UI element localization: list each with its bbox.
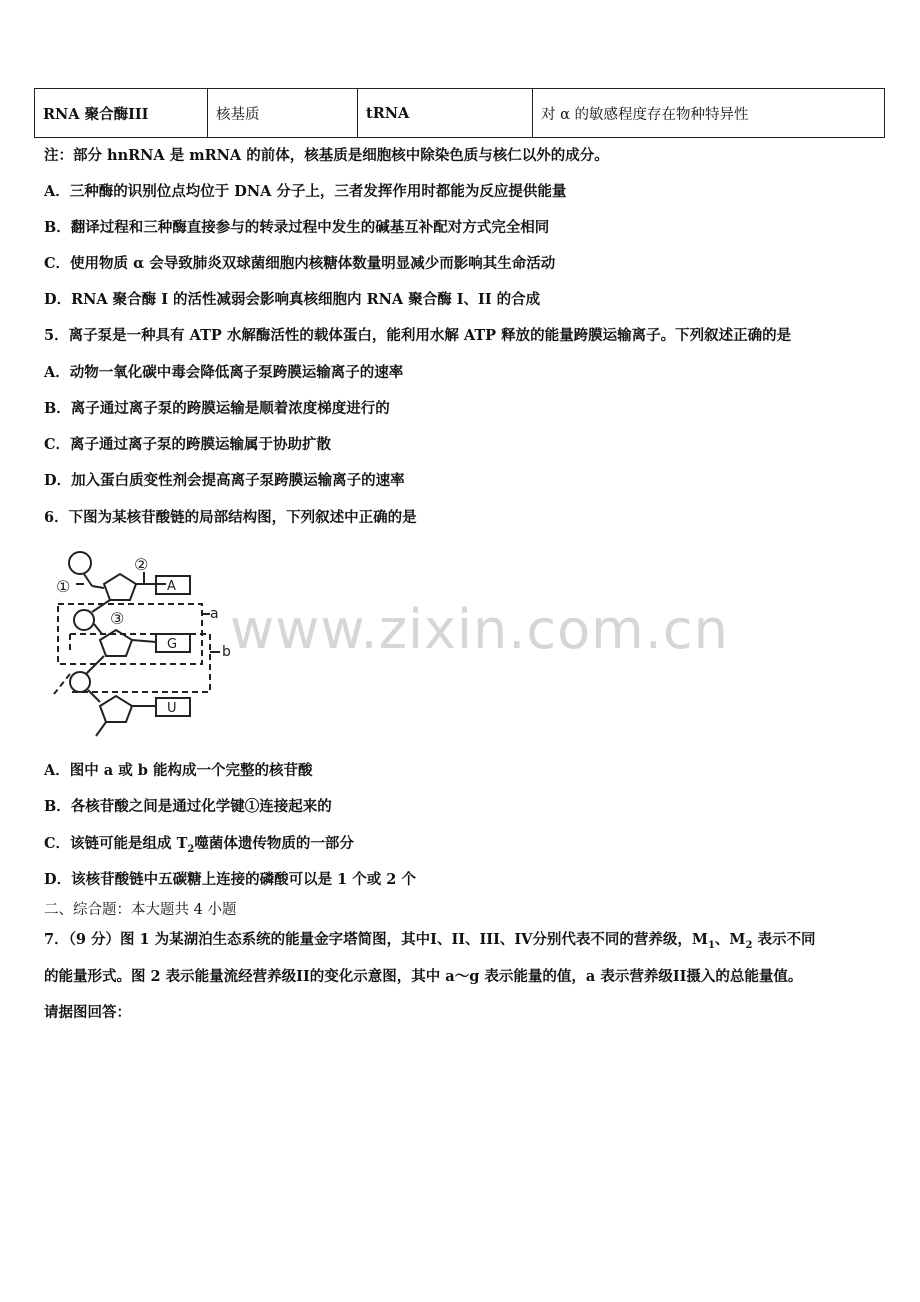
q6-option-b-pre: B．各核苷酸之间是通过化学键 — [44, 798, 245, 815]
q5-option-c: C．离子通过离子泵的跨膜运输属于协助扩散 — [44, 436, 332, 453]
q4-option-a: A．三种酶的识别位点均位于 DNA 分子上，三者发挥作用时都能为反应提供能量 — [44, 183, 567, 200]
q6-option-b-post: 连接起来的 — [259, 798, 332, 815]
base-label-g: G — [167, 637, 178, 652]
label-b: b — [222, 644, 231, 660]
q6-stem: 6．下图为某核苷酸链的局部结构图，下列叙述中正确的是 — [44, 509, 417, 526]
q4-option-c: C．使用物质 α 会导致肺炎双球菌细胞内核糖体数量明显减少而影响其生命活动 — [44, 255, 556, 272]
table-cell: 对 α 的敏感程度存在物种特异性 — [533, 89, 885, 138]
q6-option-b-mark: ① — [244, 798, 260, 815]
q6-option-a: A．图中 a 或 b 能构成一个完整的核苷酸 — [44, 762, 313, 779]
q4-option-d: D．RNA 聚合酶 I 的活性减弱会影响真核细胞内 RNA 聚合酶 I、II 的合成 — [44, 291, 541, 308]
watermark: www.zixin.com.cn — [230, 598, 729, 661]
phosphate-circle — [74, 610, 94, 630]
table-row — [35, 89, 885, 138]
section-heading: 二、综合题：本大题共 4 小题 — [44, 902, 237, 918]
q6-option-c — [44, 834, 354, 860]
q6-option-b — [44, 797, 332, 817]
label-circle-1: ① — [56, 577, 71, 596]
q6-option-c-post: 噬菌体遗传物质的一部分 — [194, 835, 354, 852]
q7-line-1-a: 7．（9 分）图 1 为某湖泊生态系统的能量金字塔简图，其中I、II、III、IV分别代表不同的营养级，M — [44, 931, 708, 948]
q5-stem: 5．离子泵是一种具有 ATP 水解酶活性的载体蛋白，能利用水解 ATP 释放的能量跨膜运输离子。下列叙述正确的是 — [44, 327, 792, 344]
table-note: 注：部分 hnRNA 是 mRNA 的前体，核基质是细胞核中除染色质与核仁以外的成分。 — [44, 147, 609, 164]
bond-line — [92, 586, 104, 588]
dashed-box-b-edge — [54, 674, 70, 694]
q6-option-c-sub: 2 — [187, 843, 195, 855]
phosphate-circle — [69, 552, 91, 574]
label-circle-3: ③ — [110, 609, 125, 628]
table-cell: 核基质 — [208, 89, 358, 138]
bond-line — [84, 574, 92, 586]
q6-option-c-pre: C．该链可能是组成 T — [44, 835, 188, 852]
pentose-sugar — [104, 574, 136, 600]
table-cell: RNA 聚合酶III — [35, 89, 208, 138]
phosphate-circle — [70, 672, 90, 692]
table-cell: tRNA — [358, 89, 533, 138]
glycosidic-bond — [132, 640, 156, 642]
enzyme-table — [34, 88, 885, 138]
q7-line-1-sub1: 1 — [707, 939, 715, 951]
q7-line-1 — [44, 930, 816, 956]
base-label-a: A — [167, 579, 176, 594]
nucleotide-chain-diagram — [44, 544, 244, 740]
label-circle-2: ② — [134, 555, 149, 574]
q7-line-1-b: 、M — [714, 931, 746, 948]
q7-line-2: 的能量形式。图 2 表示能量流经营养级II的变化示意图，其中 a～g 表示能量的值，a 表示营养级II摄入的总能量值。 — [44, 968, 803, 985]
bond-line — [92, 600, 110, 612]
q7-line-1-sub2: 2 — [745, 939, 753, 951]
q7-line-3: 请据图回答： — [44, 1004, 131, 1021]
q5-option-d: D．加入蛋白质变性剂会提高离子泵跨膜运输离子的速率 — [44, 472, 405, 489]
q5-option-a: A．动物一氧化碳中毒会降低离子泵跨膜运输离子的速率 — [44, 364, 404, 381]
label-a: a — [210, 606, 219, 622]
bond-line — [94, 624, 102, 634]
pentose-sugar — [100, 696, 132, 722]
bond-line — [96, 722, 106, 736]
q5-option-b: B．离子通过离子泵的跨膜运输是顺着浓度梯度进行的 — [44, 400, 390, 417]
base-label-u: U — [167, 701, 177, 716]
q4-option-b: B．翻译过程和三种酶直接参与的转录过程中发生的碱基互补配对方式完全相同 — [44, 219, 550, 236]
q6-option-d: D．该核苷酸链中五碳糖上连接的磷酸可以是 1 个或 2 个 — [44, 871, 416, 888]
q7-line-1-c: 表示不同 — [752, 931, 816, 948]
